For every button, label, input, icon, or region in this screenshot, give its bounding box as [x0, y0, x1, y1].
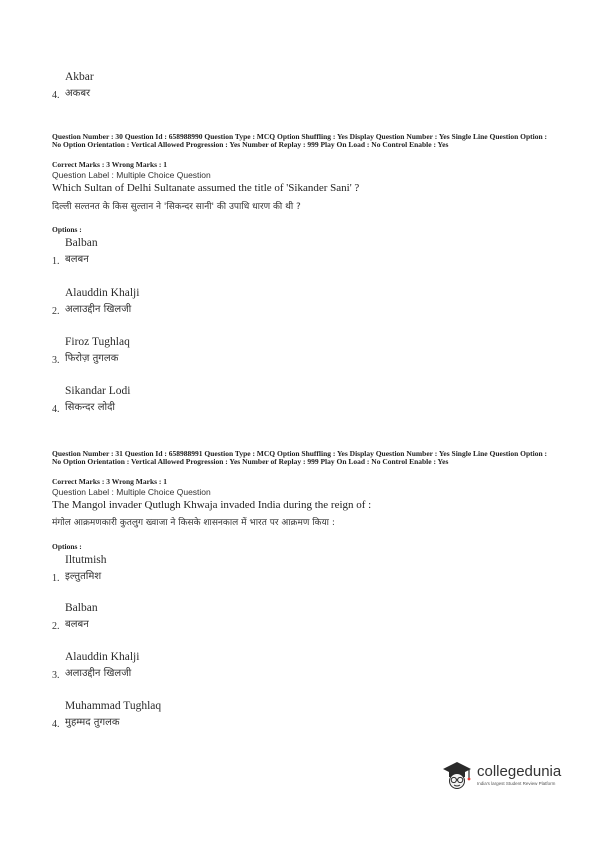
logo-name: collegedunia: [477, 763, 562, 780]
option-number: 1.: [52, 573, 60, 584]
logo-text: [477, 764, 561, 786]
q30-question-hi: दिल्ली सल्तनत के किस सुल्तान ने 'सिकन्दर सानी' की उपाधि धारण की थी ?: [52, 202, 301, 212]
q30-option-3[interactable]: [52, 335, 130, 366]
option-text-en: Sikandar Lodi: [65, 385, 131, 397]
option-number: 3.: [52, 355, 60, 366]
option-text-hi: अलाउद्दीन खिलजी: [65, 304, 132, 315]
option-text-en: Balban: [65, 237, 98, 249]
option-number: 1.: [52, 256, 60, 267]
option-number: 2.: [52, 621, 60, 632]
q31-question-en: The Mangol invader Qutlugh Khwaja invaded India during the reign of :: [52, 499, 372, 511]
option-text-hi: इल्तुतमिश: [65, 571, 102, 582]
option-text-en: Balban: [65, 602, 98, 614]
q31-option-4[interactable]: [52, 699, 161, 730]
option-number: 4.: [52, 90, 60, 101]
option-text-hi: अलाउद्दीन खिलजी: [65, 668, 132, 679]
q31-option-3[interactable]: [52, 650, 139, 681]
collegedunia-logo[interactable]: [440, 760, 561, 790]
option-text-en: Iltutmish: [65, 554, 107, 566]
option-text-hi: बलबन: [65, 619, 89, 630]
option-text-hi: मुहम्मद तुगलक: [65, 717, 120, 728]
q30-option-2[interactable]: [52, 286, 139, 317]
logo-tagline: India's largest Student Review Platform: [477, 781, 556, 786]
q31-option-1[interactable]: [52, 553, 107, 584]
option-number: 4.: [52, 719, 60, 730]
option-number: 3.: [52, 670, 60, 681]
q30-option-1[interactable]: [52, 236, 98, 267]
q31-question-hi: मंगोल आक्रमणकारी कुतलुग ख्वाजा ने किसके शासनकाल में भारत पर आक्रमण किया :: [52, 518, 335, 528]
option-number: 2.: [52, 306, 60, 317]
option-text-hi: बलबन: [65, 254, 89, 265]
q30-label: Question Label : Multiple Choice Question: [52, 170, 211, 180]
q31-options-label: Options :: [52, 542, 82, 551]
option-text-en: Alauddin Khalji: [65, 651, 140, 663]
option-number: 4.: [52, 404, 60, 415]
option-text-hi: अकबर: [65, 88, 91, 99]
option-text-en: Muhammad Tughlaq: [65, 700, 162, 712]
q30-marks: Correct Marks : 3 Wrong Marks : 1: [52, 160, 168, 169]
option-text-en: Firoz Tughlaq: [65, 336, 130, 348]
q31-marks: Correct Marks : 3 Wrong Marks : 1: [52, 477, 168, 486]
q31-meta: Question Number : 31 Question Id : 658988991 Question Type : MCQ Option Shuffling : Yes Display Question Number : Yes Single Line Question Option : No Option Orientation : Vertical Allowed Progression : Yes Number of Replay : 999 Play On Load : No Control Enable : Yes: [52, 449, 547, 467]
graduate-mascot-icon: [440, 760, 474, 790]
q30-options-label: Options :: [52, 225, 82, 234]
option-text-en: Alauddin Khalji: [65, 287, 140, 299]
option-text-hi: सिकन्दर लोदी: [65, 402, 115, 413]
q30-question-en: Which Sultan of Delhi Sultanate assumed the title of 'Sikander Sani' ?: [52, 182, 360, 194]
prev-option-4[interactable]: [52, 70, 94, 101]
q31-option-2[interactable]: [52, 601, 98, 632]
q30-meta: Question Number : 30 Question Id : 658988990 Question Type : MCQ Option Shuffling : Yes Display Question Number : Yes Single Line Question Option : No Option Orientation : Vertical Allowed Progression : Yes Number of Replay : 999 Play On Load : No Control Enable : Yes: [52, 132, 547, 150]
option-text-hi: फिरोज़ तुगलक: [65, 353, 119, 364]
option-text-en: Akbar: [65, 71, 94, 83]
q31-label: Question Label : Multiple Choice Question: [52, 487, 211, 497]
q30-option-4[interactable]: [52, 384, 130, 415]
